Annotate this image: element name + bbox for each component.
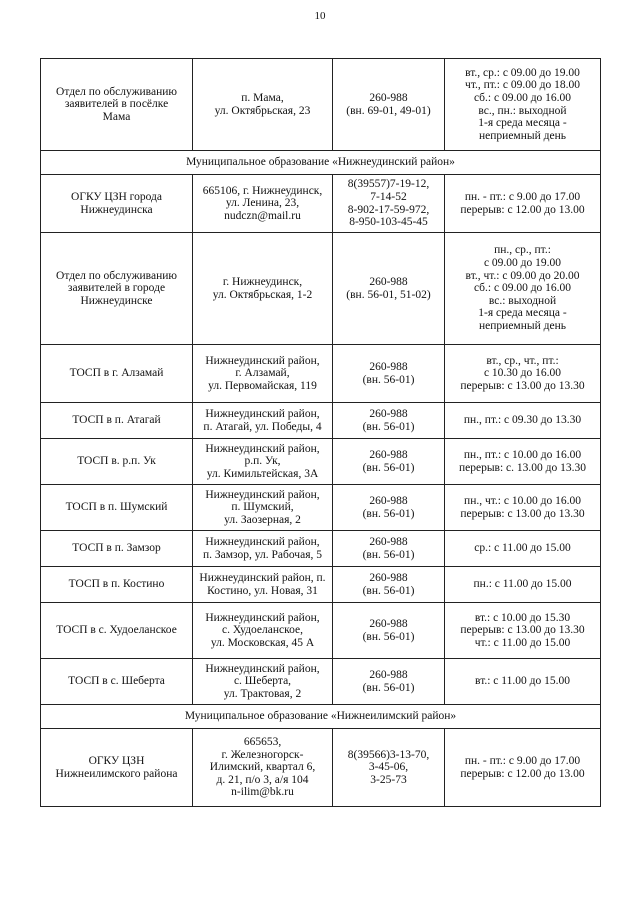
hours-cell: вт.: с 10.00 до 15.30 перерыв: с 13.00 до 13.30 чт.: с 11.00 до 15.00 <box>445 603 601 659</box>
office-name-cell: Отдел по обслуживанию заявителей в посёлке Мама <box>41 59 193 151</box>
table-row <box>41 659 601 705</box>
office-name-cell: ТОСП в с. Худоеланское <box>41 603 193 659</box>
office-name-cell: ТОСП в п. Шумский <box>41 485 193 531</box>
offices-table <box>40 58 601 807</box>
office-name-cell: ТОСП в п. Костино <box>41 567 193 603</box>
hours-cell: пн.: с 11.00 до 15.00 <box>445 567 601 603</box>
office-name-cell: ТОСП в г. Алзамай <box>41 345 193 403</box>
hours-cell: пн. - пт.: с 9.00 до 17.00 перерыв: с 12.00 до 13.00 <box>445 175 601 233</box>
address-cell: 665653, г. Железногорск- Илимский, квартал 6, д. 21, п/о 3, а/я 104 n-ilim@bk.ru <box>193 729 333 807</box>
hours-cell: пн. - пт.: с 9.00 до 17.00 перерыв: с 12.00 до 13.00 <box>445 729 601 807</box>
section-header-row <box>41 705 601 729</box>
phone-cell: 260-988 (вн. 56-01) <box>333 659 445 705</box>
page-number: 10 <box>314 10 326 22</box>
phone-cell: 260-988 (вн. 56-01) <box>333 531 445 567</box>
phone-cell: 260-988 (вн. 69-01, 49-01) <box>333 59 445 151</box>
address-cell: Нижнеудинский район, п. Атагай, ул. Победы, 4 <box>193 403 333 439</box>
office-name-cell: ТОСП в с. Шеберта <box>41 659 193 705</box>
hours-cell: вт.: с 11.00 до 15.00 <box>445 659 601 705</box>
section-title: Муниципальное образование «Нижнеилимский район» <box>41 705 601 729</box>
office-name-cell: ТОСП в. р.п. Ук <box>41 439 193 485</box>
table-row <box>41 59 601 151</box>
hours-cell: пн., ср., пт.: с 09.00 до 19.00 вт., чт.: с 09.00 до 20.00 сб.: с 09.00 до 16.00 вс.: выходной 1-я среда месяца - неприемный день <box>445 233 601 345</box>
address-cell: Нижнеудинский район, г. Алзамай, ул. Первомайская, 119 <box>193 345 333 403</box>
hours-cell: ср.: с 11.00 до 15.00 <box>445 531 601 567</box>
table-row <box>41 439 601 485</box>
office-name-cell: ОГКУ ЦЗН Нижнеилимского района <box>41 729 193 807</box>
hours-cell: вт., ср., чт., пт.: с 10.30 до 16.00 перерыв: с 13.00 до 13.30 <box>445 345 601 403</box>
phone-cell: 260-988 (вн. 56-01) <box>333 567 445 603</box>
hours-cell: пн., чт.: с 10.00 до 16.00 перерыв: с 13.00 до 13.30 <box>445 485 601 531</box>
section-header-row <box>41 151 601 175</box>
phone-cell: 260-988 (вн. 56-01) <box>333 403 445 439</box>
hours-cell: пн., пт.: с 10.00 до 16.00 перерыв: с. 13.00 до 13.30 <box>445 439 601 485</box>
hours-cell: вт., ср.: с 09.00 до 19.00 чт., пт.: с 09.00 до 18.00 сб.: с 09.00 до 16.00 вс., пн.: выходной 1-я среда месяца - неприемный день <box>445 59 601 151</box>
address-cell: г. Нижнеудинск, ул. Октябрьская, 1-2 <box>193 233 333 345</box>
office-name-cell: ТОСП в п. Атагай <box>41 403 193 439</box>
table-row <box>41 403 601 439</box>
table-row <box>41 485 601 531</box>
phone-cell: 260-988 (вн. 56-01) <box>333 345 445 403</box>
address-cell: п. Мама, ул. Октябрьская, 23 <box>193 59 333 151</box>
table-row <box>41 531 601 567</box>
phone-cell: 8(39566)3-13-70, 3-45-06, 3-25-73 <box>333 729 445 807</box>
table-row <box>41 729 601 807</box>
phone-cell: 260-988 (вн. 56-01) <box>333 439 445 485</box>
table-row <box>41 345 601 403</box>
section-title: Муниципальное образование «Нижнеудинский район» <box>41 151 601 175</box>
phone-cell: 260-988 (вн. 56-01) <box>333 603 445 659</box>
offices-table-body <box>41 59 601 807</box>
table-row <box>41 567 601 603</box>
address-cell: Нижнеудинский район, п. Костино, ул. Новая, 31 <box>193 567 333 603</box>
phone-cell: 260-988 (вн. 56-01) <box>333 485 445 531</box>
phone-cell: 8(39557)7-19-12, 7-14-52 8-902-17-59-972, 8-950-103-45-45 <box>333 175 445 233</box>
address-cell: Нижнеудинский район, р.п. Ук, ул. Кимильтейская, 3А <box>193 439 333 485</box>
phone-cell: 260-988 (вн. 56-01, 51-02) <box>333 233 445 345</box>
office-name-cell: ОГКУ ЦЗН города Нижнеудинска <box>41 175 193 233</box>
address-cell: Нижнеудинский район, с. Худоеланское, ул. Московская, 45 А <box>193 603 333 659</box>
table-row <box>41 175 601 233</box>
table-row <box>41 233 601 345</box>
address-cell: 665106, г. Нижнеудинск, ул. Ленина, 23, nudczn@mail.ru <box>193 175 333 233</box>
hours-cell: пн., пт.: с 09.30 до 13.30 <box>445 403 601 439</box>
table-row <box>41 603 601 659</box>
office-name-cell: Отдел по обслуживанию заявителей в городе Нижнеудинске <box>41 233 193 345</box>
address-cell: Нижнеудинский район, п. Замзор, ул. Рабочая, 5 <box>193 531 333 567</box>
address-cell: Нижнеудинский район, п. Шумский, ул. Заозерная, 2 <box>193 485 333 531</box>
office-name-cell: ТОСП в п. Замзор <box>41 531 193 567</box>
address-cell: Нижнеудинский район, с. Шеберта, ул. Трактовая, 2 <box>193 659 333 705</box>
